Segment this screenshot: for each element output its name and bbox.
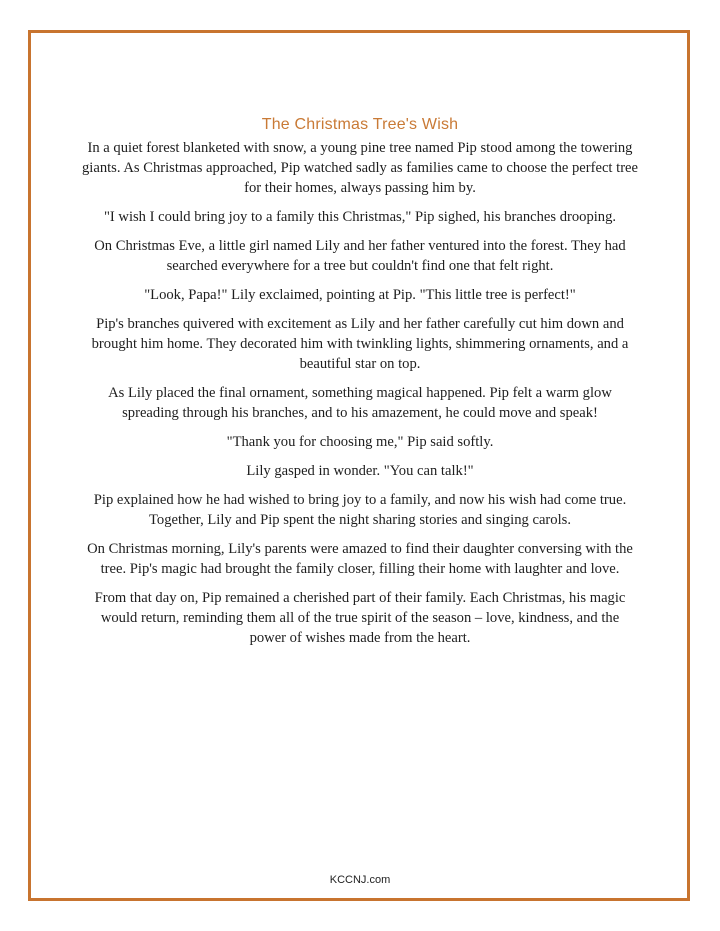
story-paragraph-3: On Christmas Eve, a little girl named Lily and her father ventured into the forest. They had searched everywhere for a tree but couldn't find one that felt right. bbox=[94, 238, 626, 274]
story-paragraph-10: On Christmas morning, Lily's parents were amazed to find their daughter conversing with the tree. Pip's magic had brought the family closer, filling their home with laughter and love. bbox=[87, 541, 633, 577]
story-paragraph-1: In a quiet forest blanketed with snow, a young pine tree named Pip stood among the towering giants. As Christmas approached, Pip watched sadly as families came to choose the perfect tree for their homes, always passing him by. bbox=[82, 140, 639, 196]
story-body bbox=[82, 138, 638, 657]
story-paragraph-6: As Lily placed the final ornament, something magical happened. Pip felt a warm glow spreading through his branches, and to his amazement, he could move and speak! bbox=[108, 385, 612, 421]
story-paragraph-5: Pip's branches quivered with excitement as Lily and her father carefully cut him down and brought him home. They decorated him with twinkling lights, shimmering ornaments, and a beautiful star on top. bbox=[91, 316, 629, 372]
story-paragraph-7: "Thank you for choosing me," Pip said softly. bbox=[226, 434, 494, 450]
page-title: The Christmas Tree's Wish bbox=[261, 116, 459, 133]
story-paragraph-2: "I wish I could bring joy to a family this Christmas," Pip sighed, his branches drooping. bbox=[103, 209, 617, 225]
story-paragraph-4: "Look, Papa!" Lily exclaimed, pointing at Pip. "This little tree is perfect!" bbox=[144, 287, 576, 303]
footer-site-label: KCCNJ.com bbox=[329, 874, 391, 886]
story-paragraph-8: Lily gasped in wonder. "You can talk!" bbox=[246, 463, 474, 479]
story-paragraph-11: From that day on, Pip remained a cherished part of their family. Each Christmas, his magic would return, reminding them all of the true spirit of the season – love, kindness, and the power of wishes made from the heart. bbox=[94, 590, 626, 646]
story-paragraph-9: Pip explained how he had wished to bring joy to a family, and now his wish had come true. Together, Lily and Pip spent the night sharing stories and singing carols. bbox=[93, 492, 627, 528]
